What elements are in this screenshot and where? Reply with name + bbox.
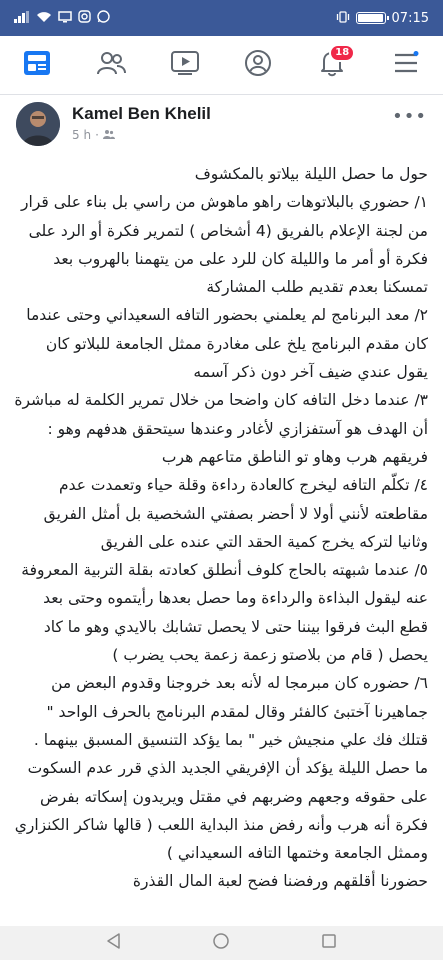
menu-icon	[392, 51, 420, 79]
wifi-icon	[36, 11, 52, 26]
signal-icon	[14, 11, 30, 26]
battery-icon	[356, 12, 386, 24]
back-icon[interactable]	[105, 932, 123, 954]
post-paragraph: حول ما حصل الليلة بيلاتو بالمكشوف	[194, 165, 428, 183]
whatsapp-icon	[97, 10, 110, 26]
tab-friends[interactable]	[86, 40, 136, 90]
post-paragraph: ١/ حضوري بالبلاتوهات راهو ماهوش من راسي بل بناء على قرار من لجنة الإعلام بالفريق (4 أشخاص ) لتمرير فكرة أو الرد على فكرة أو أمر ما والليلة كان للرد على من يتهمنا بالهروب بعد تمسكنا بعدم تقديم طلب المشاركة	[21, 193, 428, 297]
vibrate-icon	[336, 11, 350, 26]
notifications-badge: 18	[329, 44, 355, 62]
tab-notifications[interactable]	[307, 40, 357, 90]
profile-icon	[244, 49, 272, 81]
home-icon[interactable]	[212, 932, 230, 954]
post-time[interactable]: 5 h	[72, 128, 92, 142]
tab-bar	[0, 36, 443, 95]
tab-watch[interactable]	[160, 40, 210, 90]
post-text	[14, 160, 428, 926]
post-paragraph: ٣/ عندما دخل التافه كان واضحا من خلال تمرير الكلمة له مباشرة أن الهدف هو آستفزازي لأغادر وعندها سيتحقق هدفهم وهو : فريقهم هرب وهاو تو الناطق متاعهم هرب	[14, 391, 428, 466]
status-time: 07:15	[391, 10, 429, 26]
tab-menu[interactable]	[381, 40, 431, 90]
status-bar	[0, 0, 443, 36]
post-header	[0, 98, 443, 154]
system-nav-bar	[0, 926, 443, 960]
friends-icon	[96, 50, 126, 80]
friends-audience-icon	[103, 128, 115, 142]
recents-icon[interactable]	[320, 932, 338, 954]
post-meta	[72, 128, 115, 142]
author-name[interactable]: Kamel Ben Khelil	[72, 104, 211, 123]
status-right	[336, 11, 429, 26]
post-paragraph: ٤/ تكلّم التافه ليخرج كالعادة رداءة وقلة حياء وتعمدت عدم مقاطعته لأنني أولا لا أحضر بصفتي الشخصية بل أمثل الفريق وثانيا لتركه يخرج كمية الحقد التي عنده على الفريق	[43, 476, 428, 551]
instagram-icon	[78, 10, 91, 26]
video-icon	[170, 50, 200, 80]
battery-level	[358, 14, 383, 22]
battery-nub	[387, 16, 389, 20]
post-paragraph: ٦/ حضوره كان مبرمجا له لأنه بعد خروجنا وقدوم البعض من جماهيرنا آختبئ كالفئر وقال لمقدم البرنامج بالحرف الواحد " قتلك فك علي منجيش خير " بما يؤكد التنسيق المسبق بينهما .	[33, 674, 428, 749]
post-options-icon[interactable]: •••	[392, 106, 427, 127]
post-paragraph: ٥/ عندما شبهته بالحاج كلوف أنطلق كعادته بقلة التربية المعروفة عنه ليقول البذاءة والرداءة وما حصل بعدها رأيتموه وحتى بعد قطع البث فرقوا بيننا حتى لا يحصل تشابك بالايدي وهو ما كاد يحصل ( قام من بلاصتو زعمة زعمة يحب يضرب )	[21, 561, 428, 665]
separator-dot: ·	[95, 128, 99, 142]
tab-profile[interactable]	[233, 40, 283, 90]
tab-news-feed[interactable]	[12, 40, 62, 90]
status-left	[14, 10, 110, 26]
post-paragraph: حضورنا أقلقهم ورفضنا فضح لعبة المال القذرة	[132, 872, 428, 891]
screen-icon	[58, 11, 72, 26]
newspaper-icon	[23, 50, 51, 80]
post-paragraph: ما حصل الليلة يؤكد أن الإفريقي الجديد الذي قرر عدم السكوت على حقوقه وجعهم وضربهم في مقتل ويريدون إسكاته بفرض فكرة أنه هرب وأنه رفض منذ البداية اللعب ( قالها شاكر الكنزاري وممثل الجامعة وختمها التافه السعيداني )	[14, 759, 428, 863]
post-paragraph: ٢/ معد البرنامج لم يعلمني بحضور التافه السعيداني وحتى عندما كان مقدم البرنامج يلخ على مغادرة ممثل الجامعة للبلاتو كان يقول عندي ضيف آخر دون ذكر آسمه	[26, 306, 428, 382]
avatar[interactable]	[16, 102, 60, 146]
